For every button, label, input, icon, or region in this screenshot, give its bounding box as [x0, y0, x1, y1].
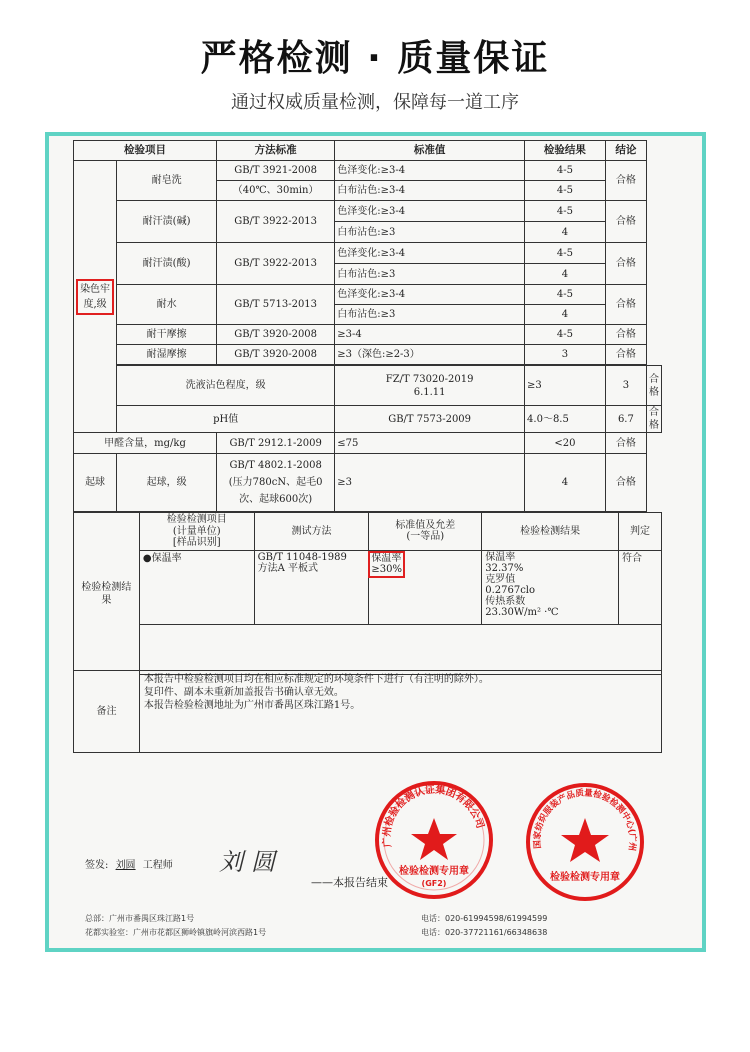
group-label: 染色牢度,级 [77, 280, 113, 314]
header-method: 方法标准 [217, 141, 335, 161]
left-seal-icon [374, 780, 494, 900]
method-line: GB/T 4802.1-2008 [229, 460, 322, 471]
judge-cell: 符合 [619, 550, 662, 624]
method-line: FZ/T 73020-2019 [385, 373, 474, 385]
standard-cell: ≥3-4 [335, 325, 525, 345]
result-cell: 4 [525, 454, 606, 512]
signer-title: 工程师 [142, 860, 173, 871]
item-name: 起球，级 [117, 454, 217, 512]
remarks-label: 备注 [74, 671, 140, 753]
phone-block [421, 912, 547, 940]
item-name: pH值 [117, 406, 335, 433]
result-cell: 4-5 [525, 201, 606, 222]
method-cell [335, 366, 525, 406]
item-name: 耐湿摩擦 [117, 345, 217, 365]
standard-cell: ≥3 [525, 366, 606, 406]
item-name: 耐皂洗 [117, 161, 217, 201]
standard-cell: ≥3（深色:≥2-3） [335, 345, 525, 365]
sign-line [85, 856, 173, 871]
result-cell: 3 [525, 345, 606, 365]
result-cell: 4 [525, 222, 606, 243]
standard-cell: 4.0～8.5 [525, 406, 606, 433]
end-text: ——本报告结束 [311, 876, 388, 889]
method-cell: GB/T 5713-2013 [217, 285, 335, 325]
conclusion-cell: 合格 [605, 433, 646, 454]
standard-cell: 色泽变化:≥3-4 [335, 201, 525, 222]
item-name: 甲醛含量，mg/kg [74, 433, 217, 454]
item-name: 耐干摩擦 [117, 325, 217, 345]
method-line: 6.1.11 [413, 386, 446, 398]
conclusion-cell: 合格 [605, 243, 646, 285]
standard-cell [369, 550, 482, 624]
method-line: (压力780cN、起毛0 [228, 477, 323, 488]
seal-text: 广州检验检测认证集团有限公司 [381, 784, 486, 848]
result-cell: 3 [605, 366, 646, 406]
right-seal-icon [525, 782, 645, 902]
remarks-text: 本报告中检验检测项目均在相应标准规定的环境条件下进行（有注明的除外）。 复印件、副本未重新加盖报告书确认章无效。 本报告检验检测地址为广州市番禺区珠江路1号。 [139, 671, 661, 753]
conclusion-cell: 合格 [605, 345, 646, 365]
item-name: 耐汗渍(酸) [117, 243, 217, 285]
conclusion-cell: 合格 [605, 454, 646, 512]
result-cell: <20 [525, 433, 606, 454]
seal-label: 检验检测专用章 [399, 866, 469, 877]
standard-cell: 白布沾色:≥3-4 [335, 181, 525, 201]
standard-cell: 色泽变化:≥3-4 [335, 285, 525, 305]
result-cell: 保温率 32.37% 克罗值 0.2767clo 传热系数 23.30W/m² ·℃ [482, 550, 619, 624]
conclusion-cell: 合格 [647, 366, 662, 406]
page-title: 严格检测 · 质量保证 [200, 38, 550, 79]
group-colorfastness [74, 161, 117, 433]
handwritten-signature: 刘圆 [219, 848, 283, 876]
conclusion-cell: 合格 [605, 201, 646, 243]
conclusion-cell: 合格 [647, 406, 662, 433]
header-judge: 判定 [619, 513, 662, 551]
item-cell: ●保温率 [139, 550, 254, 624]
sign-label: 签发: [85, 860, 109, 871]
header-item: 检验检测项目 (计量单位) [样品识别] [139, 513, 254, 551]
result-cell: 4-5 [525, 325, 606, 345]
report-frame [45, 132, 706, 952]
conclusion-cell: 合格 [605, 325, 646, 345]
result-cell: 4 [525, 305, 606, 325]
standard-cell: ≥3 [335, 454, 525, 512]
phone-2: 电话：020-37721161/66348638 [421, 928, 548, 937]
method-cell: GB/T 7573-2009 [335, 406, 525, 433]
method-cell: GB/T 3921-2008 [217, 161, 335, 181]
item-name: 洗液沾色程度，级 [117, 366, 335, 406]
standard-cell: 白布沾色:≥3 [335, 222, 525, 243]
standard-value: 保温率 ≥30% [371, 552, 403, 575]
method-line: 次、起球600次) [239, 494, 313, 505]
group-pilling: 起球 [74, 454, 117, 512]
header-standard: 标准值及允差 (一等品) [369, 513, 482, 551]
result-cell: 4 [525, 264, 606, 285]
conclusion-cell: 合格 [605, 161, 646, 201]
result-cell: 4-5 [525, 181, 606, 201]
result-cell: 6.7 [605, 406, 646, 433]
seal-label: 检验检测专用章 [550, 872, 620, 883]
method-cell: GB/T 11048-1989 方法A 平板式 [254, 550, 369, 624]
empty-row [139, 624, 661, 674]
header-conclusion: 结论 [605, 141, 646, 161]
signer-name: 刘圆 [115, 860, 136, 871]
method-cell: （40℃、30min） [217, 181, 335, 201]
remarks-table [73, 670, 662, 753]
header-result: 检验检测结果 [482, 513, 619, 551]
standard-cell: 白布沾色:≥3 [335, 305, 525, 325]
header-item: 检验项目 [74, 141, 217, 161]
method-cell: GB/T 3922-2013 [217, 243, 335, 285]
result-cell: 4-5 [525, 161, 606, 181]
conclusion-cell: 合格 [605, 285, 646, 325]
method-cell: GB/T 2912.1-2009 [217, 433, 335, 454]
seal-code: (GF2) [421, 879, 447, 888]
method-cell: GB/T 3920-2008 [217, 345, 335, 365]
standard-cell: ≤75 [335, 433, 525, 454]
phone-1: 电话：020-61994598/61994599 [421, 914, 548, 923]
method-cell: GB/T 3922-2013 [217, 201, 335, 243]
test-results-table [73, 140, 662, 512]
hq-address: 总部：广州市番禺区珠江路1号 [85, 914, 195, 923]
lab-address: 花都实验室：广州市花都区狮岭镇旗岭河滨西路1号 [85, 928, 267, 937]
standard-cell: 色泽变化:≥3-4 [335, 161, 525, 181]
method-cell: GB/T 3920-2008 [217, 325, 335, 345]
header-standard: 标准值 [335, 141, 525, 161]
standard-cell: 白布沾色:≥3 [335, 264, 525, 285]
thermal-test-table [73, 512, 662, 675]
item-name: 耐水 [117, 285, 217, 325]
method-cell [217, 454, 335, 512]
seal-text: 国家纺织服装产品质量检验检测中心(广州 [532, 788, 638, 852]
result-cell: 4-5 [525, 243, 606, 264]
address-block [85, 912, 266, 940]
header-method: 测试方法 [254, 513, 369, 551]
result-cell: 4-5 [525, 285, 606, 305]
page-subtitle: 通过权威质量检测，保障每一道工序 [231, 92, 519, 113]
header-result: 检验结果 [525, 141, 606, 161]
item-name: 耐汗渍(碱) [117, 201, 217, 243]
label-cell: 检验检测结果 [74, 513, 140, 675]
standard-cell: 色泽变化:≥3-4 [335, 243, 525, 264]
